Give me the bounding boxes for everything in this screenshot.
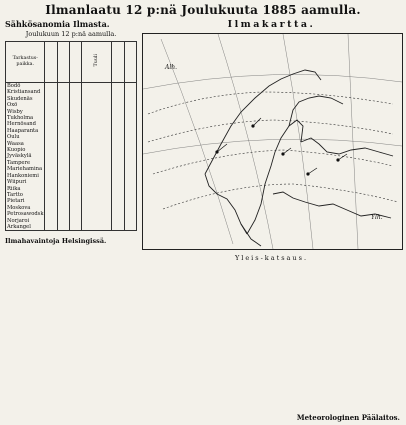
observation-cell bbox=[124, 224, 136, 231]
map-column bbox=[142, 19, 401, 262]
station-name: Wiipuri bbox=[6, 179, 45, 185]
station-name: Norjaroi bbox=[6, 218, 45, 224]
bulletin-masthead: Ilmanlaatu 12 p:nä Joulukuuta 1885 aamulla. bbox=[45, 3, 361, 17]
observation-cell bbox=[82, 224, 112, 231]
observation-cell bbox=[57, 224, 69, 231]
station-name: Tartto bbox=[6, 192, 45, 198]
station-name: Hernösand bbox=[6, 121, 45, 127]
station-name: Tukholma bbox=[6, 115, 45, 121]
map-isobars bbox=[148, 92, 398, 209]
observations-column-header bbox=[112, 42, 124, 83]
station-name: Bodö bbox=[6, 83, 45, 90]
telegrams-title: Sähkösanomia Ilmasta. bbox=[5, 19, 110, 29]
map-low-pressure-label: Alh. bbox=[165, 64, 178, 71]
observations-column-header bbox=[57, 42, 69, 83]
observations-column-header bbox=[124, 42, 136, 83]
station-name: Kuopio bbox=[6, 147, 45, 153]
observation-cell bbox=[112, 83, 124, 90]
observations-header-row bbox=[6, 42, 137, 83]
helsinki-observations-title: Ilmahavaintoja Helsingissä. bbox=[5, 237, 107, 246]
station-name: Tampere bbox=[6, 160, 45, 166]
observations-column-header bbox=[45, 42, 57, 83]
observations-table bbox=[5, 41, 137, 231]
telegrams-column bbox=[5, 19, 137, 245]
map-high-pressure-label: Ylh. bbox=[371, 214, 383, 221]
station-name: Jyväskylä bbox=[6, 153, 45, 159]
station-name: Wisby bbox=[6, 109, 45, 115]
observation-cell bbox=[69, 224, 81, 231]
map-coastline bbox=[205, 70, 393, 246]
map-graticule bbox=[143, 34, 402, 249]
map-wind-arrows bbox=[217, 118, 347, 174]
station-name: Moskova bbox=[6, 205, 45, 211]
observation-cell bbox=[124, 83, 136, 90]
observations-column-header: Tarkastus-paikka. bbox=[6, 42, 45, 83]
observation-cell bbox=[82, 83, 112, 90]
table-row bbox=[6, 224, 137, 231]
station-name: Skudenäs bbox=[6, 96, 45, 102]
station-name: Hankoniemi bbox=[6, 173, 45, 179]
observation-cell bbox=[69, 83, 81, 90]
observations-column-header bbox=[69, 42, 81, 83]
station-name: Riika bbox=[6, 186, 45, 192]
overview-title: Yleis-katsaus. bbox=[234, 254, 309, 262]
station-name: Oulu bbox=[6, 134, 45, 140]
observations-column-header-text: Tuuli bbox=[93, 54, 99, 67]
station-name: Petrosawodsk bbox=[7, 211, 44, 218]
signoff: Meteorologinen Päälaitos. bbox=[296, 413, 400, 422]
observation-cell bbox=[112, 224, 124, 231]
station-name: Pietari bbox=[6, 198, 45, 204]
map-drawing bbox=[143, 34, 402, 249]
map-station-dots bbox=[215, 124, 339, 175]
observation-cell bbox=[57, 83, 69, 90]
weather-map bbox=[142, 33, 403, 250]
station-name: Oxö bbox=[6, 102, 45, 108]
observation-cell bbox=[45, 224, 57, 231]
station-name: Mariehamina bbox=[6, 166, 45, 172]
station-name: Waasa bbox=[6, 141, 45, 147]
observations-body bbox=[6, 83, 137, 231]
telegrams-subtitle: Joulukuun 12 p:nä aamulla. bbox=[25, 30, 117, 38]
station-name: Kristiansand bbox=[6, 89, 45, 95]
observations-column-header bbox=[82, 42, 112, 83]
map-title: Ilmakartta. bbox=[227, 19, 316, 30]
observation-cell bbox=[45, 83, 57, 90]
table-row bbox=[6, 83, 137, 90]
station-name: Arkangel bbox=[6, 224, 45, 231]
station-name: Haaparanta bbox=[6, 128, 45, 134]
